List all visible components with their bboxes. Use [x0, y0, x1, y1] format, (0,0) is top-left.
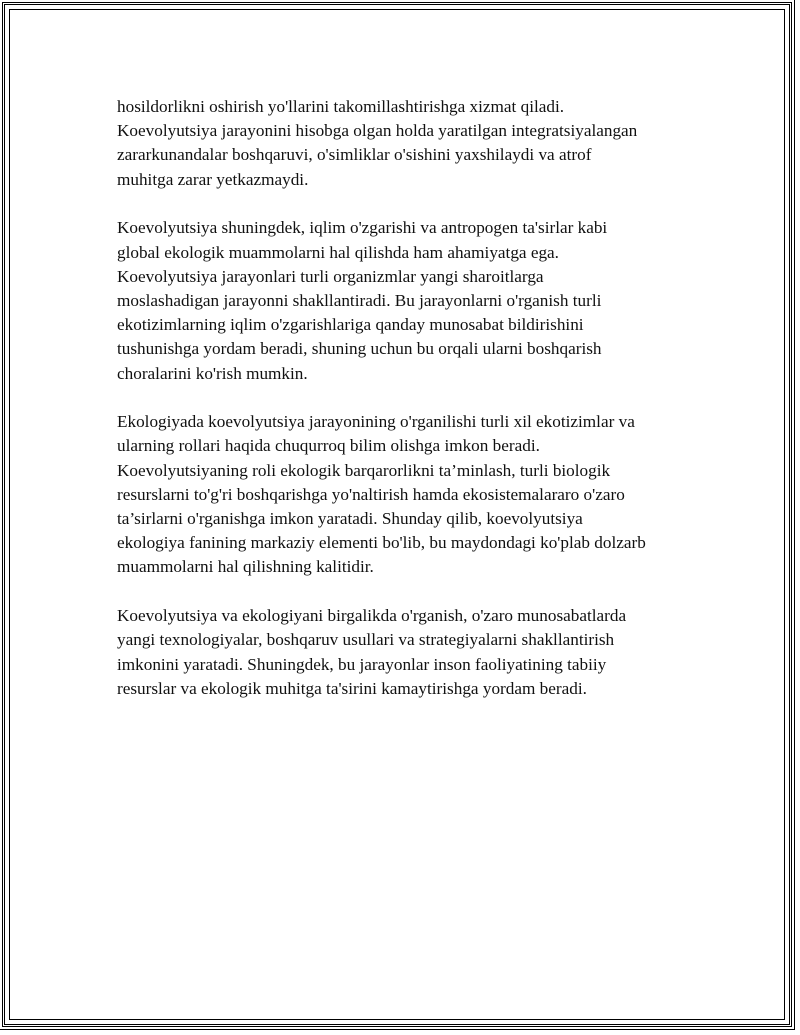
text-line: ta’sirlarni o'rganishga imkon yaratadi. Shunday qilib, koevolyutsiya	[117, 509, 583, 529]
text-line: choralarini ko'rish mumkin.	[117, 363, 308, 383]
text-line: Koevolyutsiya shuningdek, iqlim o'zgarishi va antropogen ta'sirlar kabi	[117, 218, 608, 238]
text-line: Koevolyutsiyaning roli ekologik barqarorlikni ta’minlash, turli biologik	[117, 460, 611, 480]
text-line: yangi texnologiyalar, boshqaruv usullari va strategiyalarni shakllantirish	[117, 630, 615, 650]
text-line: ularning rollari haqida chuqurroq bilim olishga imkon beradi.	[117, 436, 540, 456]
text-line: imkonini yaratadi. Shuningdek, bu jarayonlar inson faoliyatining tabiiy	[117, 654, 607, 674]
text-line: Koevolyutsiya jarayonini hisobga olgan holda yaratilgan integratsiyalangan	[117, 121, 638, 141]
paragraph-4	[117, 604, 697, 701]
text-line: muhitga zarar yetkazmaydi.	[117, 169, 309, 189]
text-line: global ekologik muammolarni hal qilishda ham ahamiyatga ega.	[117, 242, 559, 262]
text-line: Ekologiyada koevolyutsiya jarayonining o'rganilishi turli xil ekotizimlar va	[117, 412, 635, 432]
paragraph-2	[117, 216, 697, 385]
text-line: ekologiya fanining markaziy elementi bo'lib, bu maydondagi ko'plab dolzarb	[117, 533, 646, 553]
paragraph-1	[117, 95, 697, 192]
paragraph-3	[117, 410, 697, 579]
text-line: ekotizimlarning iqlim o'zgarishlariga qanday munosabat bildirishini	[117, 315, 584, 335]
text-line: moslashadigan jarayonni shakllantiradi. Bu jarayonlarni o'rganish turli	[117, 290, 602, 310]
document-body	[117, 95, 697, 725]
text-line: muammolarni hal qilishning kalitidir.	[117, 557, 374, 577]
text-line: resurslarni to'g'ri boshqarishga yo'naltirish hamda ekosistemalararo o'zaro	[117, 484, 625, 504]
text-line: resurslar va ekologik muhitga ta'sirini kamaytirishga yordam beradi.	[117, 678, 587, 698]
text-line: zararkunandalar boshqaruvi, o'simliklar o'sishini yaxshilaydi va atrof	[117, 145, 592, 165]
text-line: hosildorlikni oshirish yo'llarini takomillashtirishga xizmat qiladi.	[117, 97, 565, 116]
text-line: Koevolyutsiya va ekologiyani birgalikda o'rganish, o'zaro munosabatlarda	[117, 606, 627, 626]
text-line: tushunishga yordam beradi, shuning uchun bu orqali ularni boshqarish	[117, 339, 602, 359]
text-line: Koevolyutsiya jarayonlari turli organizmlar yangi sharoitlarga	[117, 266, 544, 286]
